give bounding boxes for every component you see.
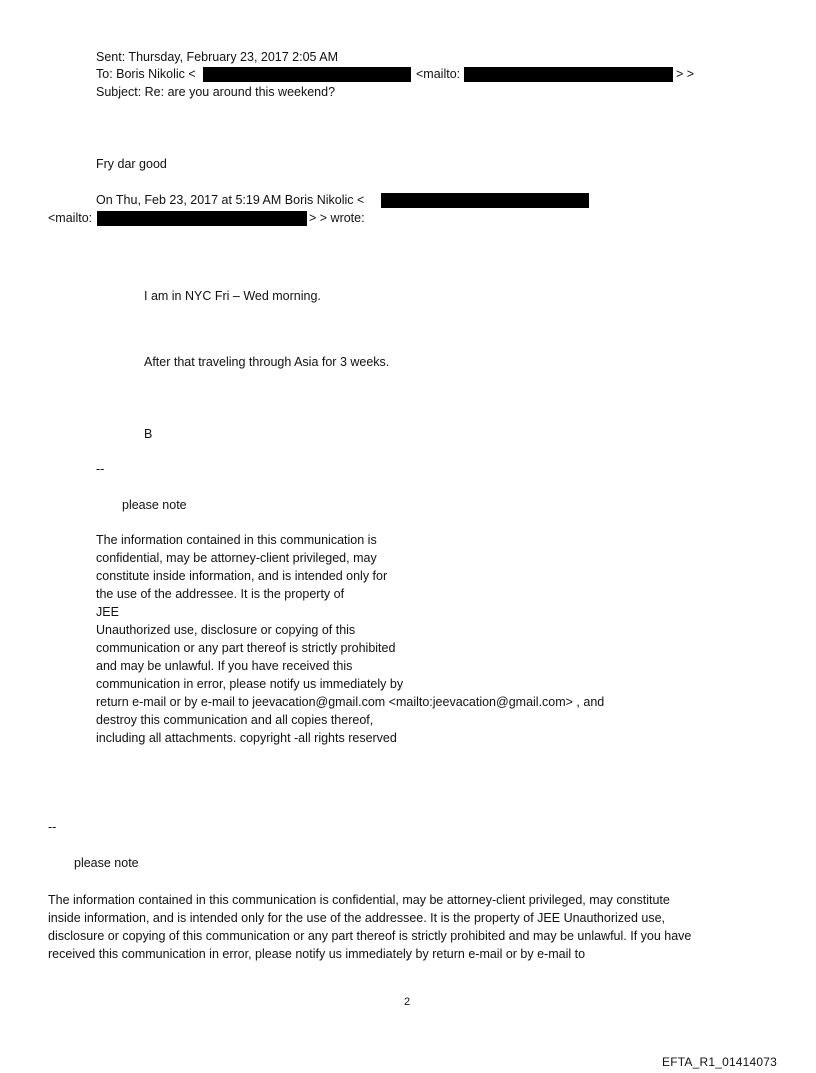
- notice-line: Unauthorized use, disclosure or copying of this: [96, 623, 356, 637]
- notice-line: JEE: [96, 605, 119, 619]
- notice-line: communication in error, please notify us immediately by: [96, 677, 404, 691]
- inner-separator: --: [96, 462, 105, 476]
- notice-line: inside information, and is intended only for the use of the addressee. It is the property of JEE Unauthorized use,: [48, 911, 666, 925]
- outer-please-note: please note: [74, 856, 139, 870]
- notice-line: destroy this communication and all copies thereof,: [96, 713, 374, 727]
- notice-line: disclosure or copying of this communication or any part thereof is strictly prohibited and may be unlawful. If you have: [48, 929, 692, 943]
- notice-line: The information contained in this communication is: [96, 533, 377, 547]
- document-id: EFTA_R1_01414073: [662, 1055, 778, 1069]
- notice-line: return e-mail or by e-mail to jeevacation@gmail.com <mailto:jeevacation@gmail.com> , and: [96, 695, 605, 709]
- quoted-line2: After that traveling through Asia for 3 weeks.: [144, 355, 390, 369]
- notice-line: including all attachments. copyright -all rights reserved: [96, 731, 397, 745]
- reply-text: Fry dar good: [96, 157, 167, 171]
- quoted-signature: B: [144, 427, 153, 441]
- notice-line: communication or any part thereof is strictly prohibited: [96, 641, 396, 655]
- notice-line: the use of the addressee. It is the property of: [96, 587, 345, 601]
- sent-line: Sent: Thursday, February 23, 2017 2:05 AM: [96, 50, 339, 64]
- to-mailto: <mailto:: [416, 67, 461, 81]
- notice-line: The information contained in this communication is confidential, may be attorney-client privileged, may constitute: [48, 893, 670, 907]
- inner-please-note: please note: [122, 498, 187, 512]
- redaction-bar: [97, 211, 307, 226]
- quote-header-wrote: > > wrote:: [309, 211, 365, 225]
- redaction-bar: [464, 67, 673, 82]
- quote-header-line1: On Thu, Feb 23, 2017 at 5:19 AM Boris Nikolic <: [96, 193, 365, 207]
- notice-line: received this communication in error, please notify us immediately by return e-mail or by e-mail to: [48, 947, 586, 961]
- to-suffix: > >: [676, 67, 695, 81]
- page-number: 2: [404, 996, 411, 1008]
- outer-confidentiality-notice: [48, 891, 768, 963]
- redaction-bar: [203, 67, 411, 82]
- to-prefix: To: Boris Nikolic <: [96, 67, 196, 81]
- inner-confidentiality-notice: [96, 531, 604, 747]
- notice-line: constitute inside information, and is intended only for: [96, 569, 388, 583]
- redaction-bar: [381, 193, 589, 208]
- subject-line: Subject: Re: are you around this weekend?: [96, 85, 336, 99]
- quoted-line1: I am in NYC Fri – Wed morning.: [144, 289, 321, 303]
- notice-line: confidential, may be attorney-client privileged, may: [96, 551, 377, 565]
- outer-separator: --: [48, 820, 57, 834]
- notice-line: and may be unlawful. If you have received this: [96, 659, 353, 673]
- quote-header-mailto: <mailto:: [48, 211, 93, 225]
